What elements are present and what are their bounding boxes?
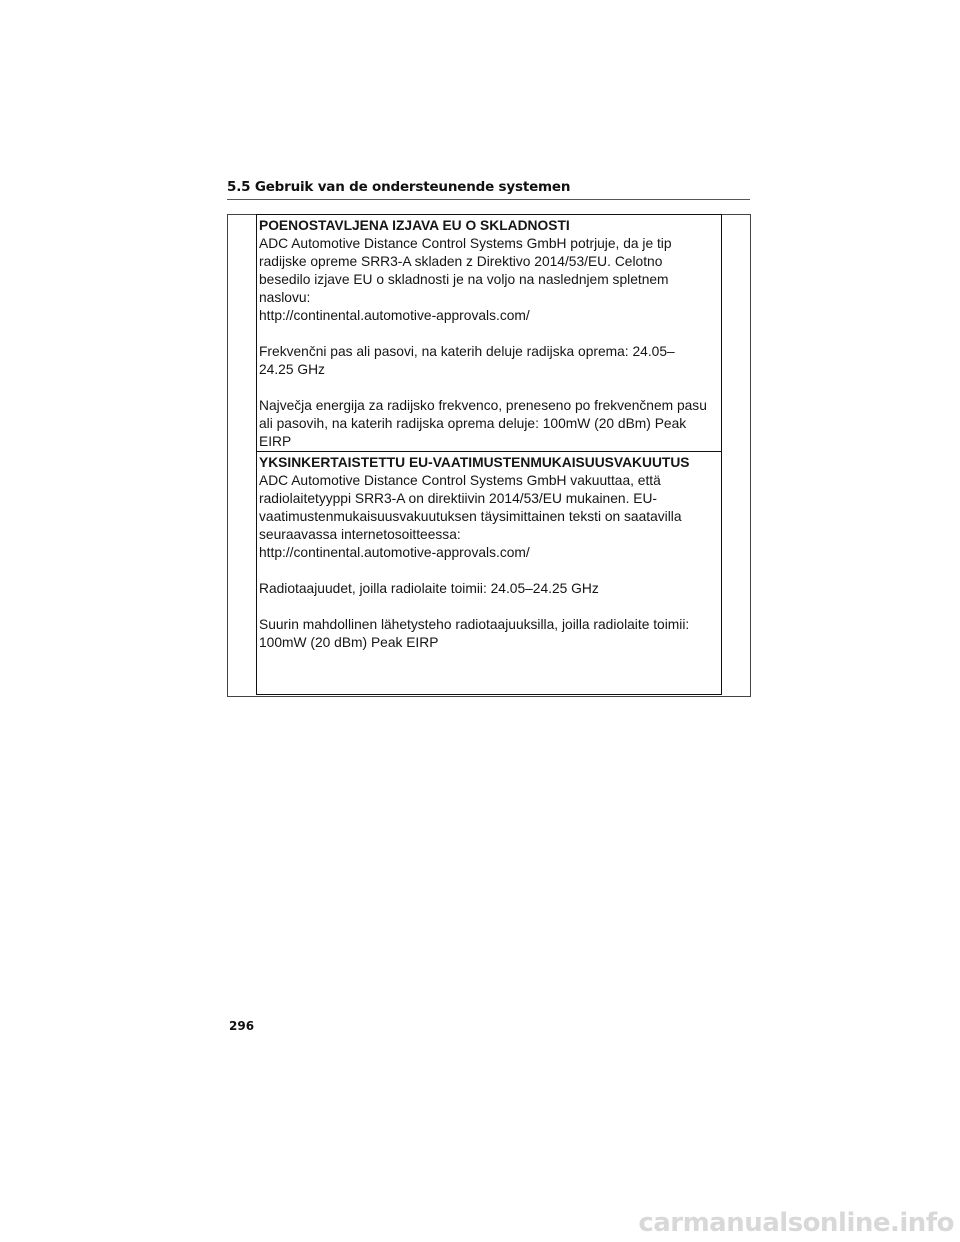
declaration-finnish: [257, 451, 721, 694]
page-number: 296: [229, 1019, 255, 1033]
text-line: EIRP: [259, 434, 292, 449]
url-text: http://continental.automotive-approvals.com/: [259, 308, 530, 323]
declaration-paragraph: [259, 616, 721, 652]
declaration-heading: POENOSTAVLJENA IZJAVA EU O SKLADNOSTI: [259, 218, 570, 233]
text-line: naslovu:: [259, 290, 311, 305]
declaration-slovenian: [257, 214, 721, 451]
text-line: 24.25 GHz: [259, 362, 325, 377]
text-line: Suurin mahdollinen lähetysteho radiotaajuuksilla, joilla radiolaite toimii:: [259, 617, 690, 632]
declaration-paragraph: [259, 397, 721, 451]
section-header: [227, 178, 750, 200]
text-line: ADC Automotive Distance Control Systems GmbH vakuuttaa, että: [259, 473, 661, 488]
declaration-paragraph: [259, 343, 721, 379]
url-text: http://continental.automotive-approvals.com/: [259, 545, 530, 560]
text-line: 100mW (20 dBm) Peak EIRP: [259, 635, 439, 650]
text-line: ADC Automotive Distance Control Systems GmbH potrjuje, da je tip: [259, 236, 672, 251]
text-line: besedilo izjave EU o skladnosti je na voljo na naslednjem spletnem: [259, 272, 669, 287]
section-title: 5.5 Gebruik van de ondersteunende systemen: [227, 179, 571, 195]
text-line: Radiotaajuudet, joilla radiolaite toimii: 24.05–24.25 GHz: [259, 581, 599, 596]
text-line: Največja energija za radijsko frekvenco, preneseno po frekvenčnem pasu: [259, 398, 707, 413]
text-line: radiolaitetyyppi SRR3-A on direktiivin 2014/53/EU mukainen. EU-: [259, 491, 658, 506]
declaration-heading: YKSINKERTAISTETTU EU-VAATIMUSTENMUKAISUUSVAKUUTUS: [259, 455, 690, 470]
text-line: radijske opreme SRR3-A skladen z Direktivo 2014/53/EU. Celotno: [259, 254, 663, 269]
declaration-paragraph: [259, 235, 721, 325]
declaration-paragraph: [259, 580, 721, 598]
declaration-paragraph: [259, 472, 721, 562]
text-line: Frekvenčni pas ali pasovi, na katerih deluje radijska oprema: 24.05–: [259, 344, 675, 359]
text-line: vaatimustenmukaisuusvakuutuksen täysimittainen teksti on saatavilla: [259, 509, 682, 524]
watermark: carmanualsonline.info: [638, 1208, 954, 1238]
text-line: ali pasovih, na katerih radijska oprema deluje: 100mW (20 dBm) Peak: [259, 416, 687, 431]
text-line: seuraavassa internetosoitteessa:: [259, 527, 461, 542]
declaration-box: [256, 214, 722, 695]
